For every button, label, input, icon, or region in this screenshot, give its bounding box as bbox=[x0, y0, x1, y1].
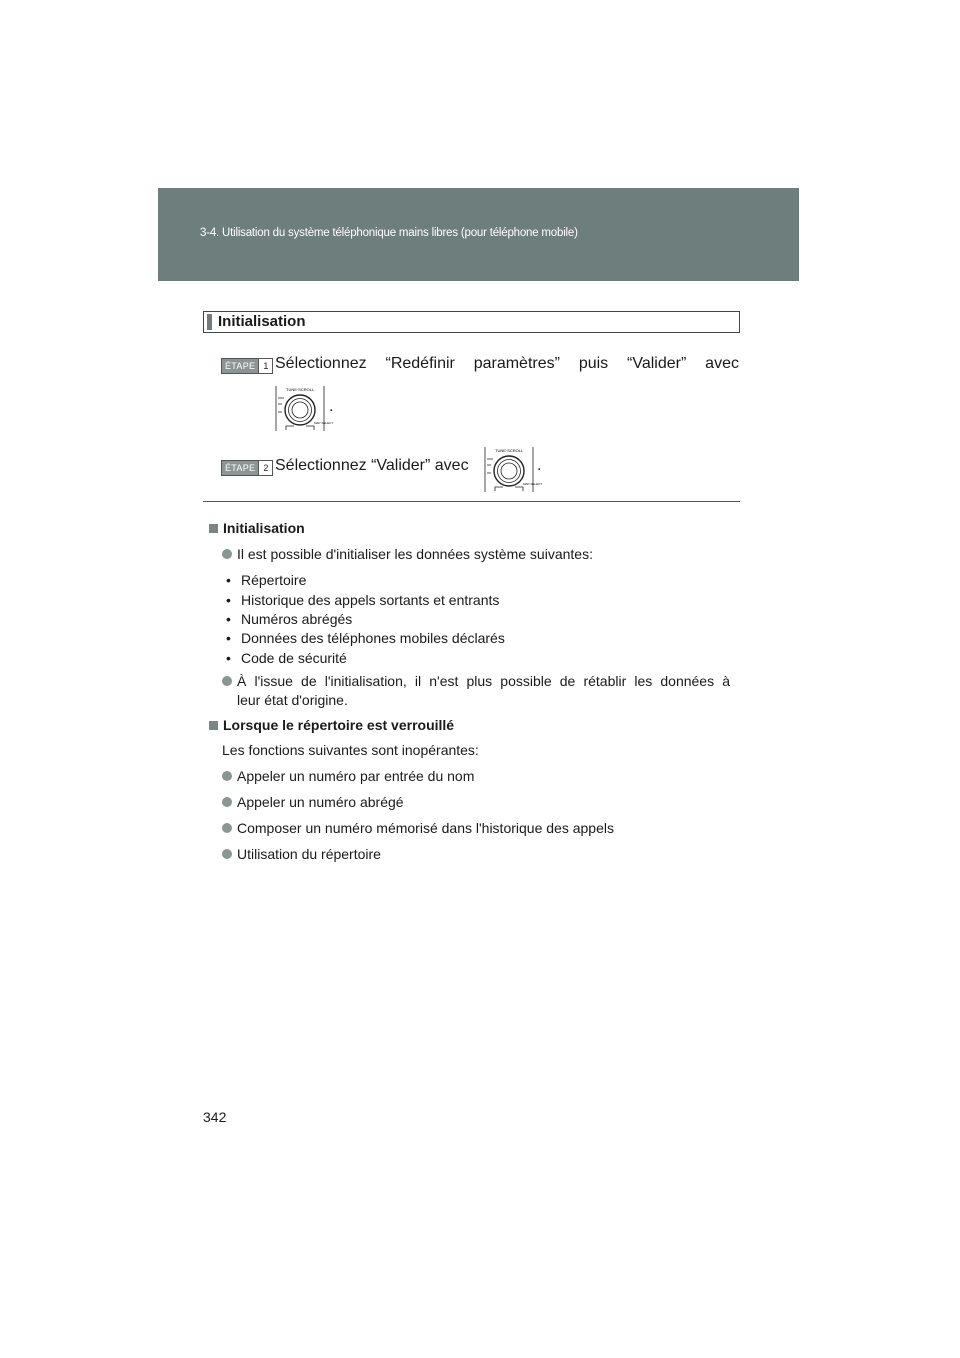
round-bullet-icon bbox=[222, 549, 232, 559]
page-number: 342 bbox=[203, 1109, 227, 1125]
list-item: Il est possible d'initialiser les données système suivantes: bbox=[222, 546, 593, 562]
note-heading-initialisation: Initialisation bbox=[209, 520, 305, 536]
list-item: À l'issue de l'initialisation, il n'est plus possible de rétablir les données à leur état d'origine. bbox=[222, 673, 730, 708]
sub-list-item: • Répertoire bbox=[227, 572, 306, 588]
step-1-text: Sélectionnez “Redéfinir paramètres” puis “Valider” avec bbox=[275, 355, 739, 372]
tune-scroll-knob-icon bbox=[481, 445, 543, 495]
svg-text:MAP·SELECT: MAP·SELECT bbox=[523, 482, 543, 486]
sub-list-item: • Données des téléphones mobiles déclarés bbox=[227, 630, 505, 646]
section-accent-bar bbox=[207, 314, 212, 330]
list-item: Appeler un numéro abrégé bbox=[222, 794, 404, 810]
list-item: Composer un numéro mémorisé dans l'historique des appels bbox=[222, 820, 614, 836]
square-bullet-icon bbox=[209, 721, 218, 730]
sub-list-item: • Code de sécurité bbox=[227, 650, 347, 666]
step-2-badge: ÉTAPE 2 bbox=[221, 460, 273, 476]
svg-text:TUNE·SCROLL: TUNE·SCROLL bbox=[495, 448, 524, 453]
step-1-badge: ÉTAPE 1 bbox=[221, 358, 273, 374]
list-item: Utilisation du répertoire bbox=[222, 846, 381, 862]
locked-intro: Les fonctions suivantes sont inopérantes: bbox=[222, 742, 479, 758]
section-heading-box bbox=[203, 311, 740, 333]
sub-list-item: • Numéros abrégés bbox=[227, 611, 352, 627]
svg-text:MAP·SELECT: MAP·SELECT bbox=[314, 421, 334, 425]
sub-list-item: • Historique des appels sortants et entrants bbox=[227, 592, 499, 608]
square-bullet-icon bbox=[209, 524, 218, 533]
divider bbox=[203, 501, 740, 502]
chapter-title: 3-4. Utilisation du système téléphonique mains libres (pour téléphone mobile) bbox=[200, 227, 578, 239]
step-2-period: . bbox=[537, 457, 542, 474]
step-2-text: Sélectionnez “Valider” avec bbox=[275, 457, 469, 474]
list-item: Appeler un numéro par entrée du nom bbox=[222, 768, 474, 784]
tune-scroll-knob-icon bbox=[272, 384, 334, 434]
note-heading-locked: Lorsque le répertoire est verrouillé bbox=[209, 717, 454, 733]
round-bullet-icon bbox=[222, 823, 232, 833]
round-bullet-icon bbox=[222, 676, 232, 686]
section-title: Initialisation bbox=[218, 313, 306, 330]
svg-text:TUNE·SCROLL: TUNE·SCROLL bbox=[286, 387, 315, 392]
round-bullet-icon bbox=[222, 771, 232, 781]
chapter-header bbox=[158, 188, 799, 281]
round-bullet-icon bbox=[222, 797, 232, 807]
step-1-period: . bbox=[329, 398, 334, 415]
round-bullet-icon bbox=[222, 849, 232, 859]
